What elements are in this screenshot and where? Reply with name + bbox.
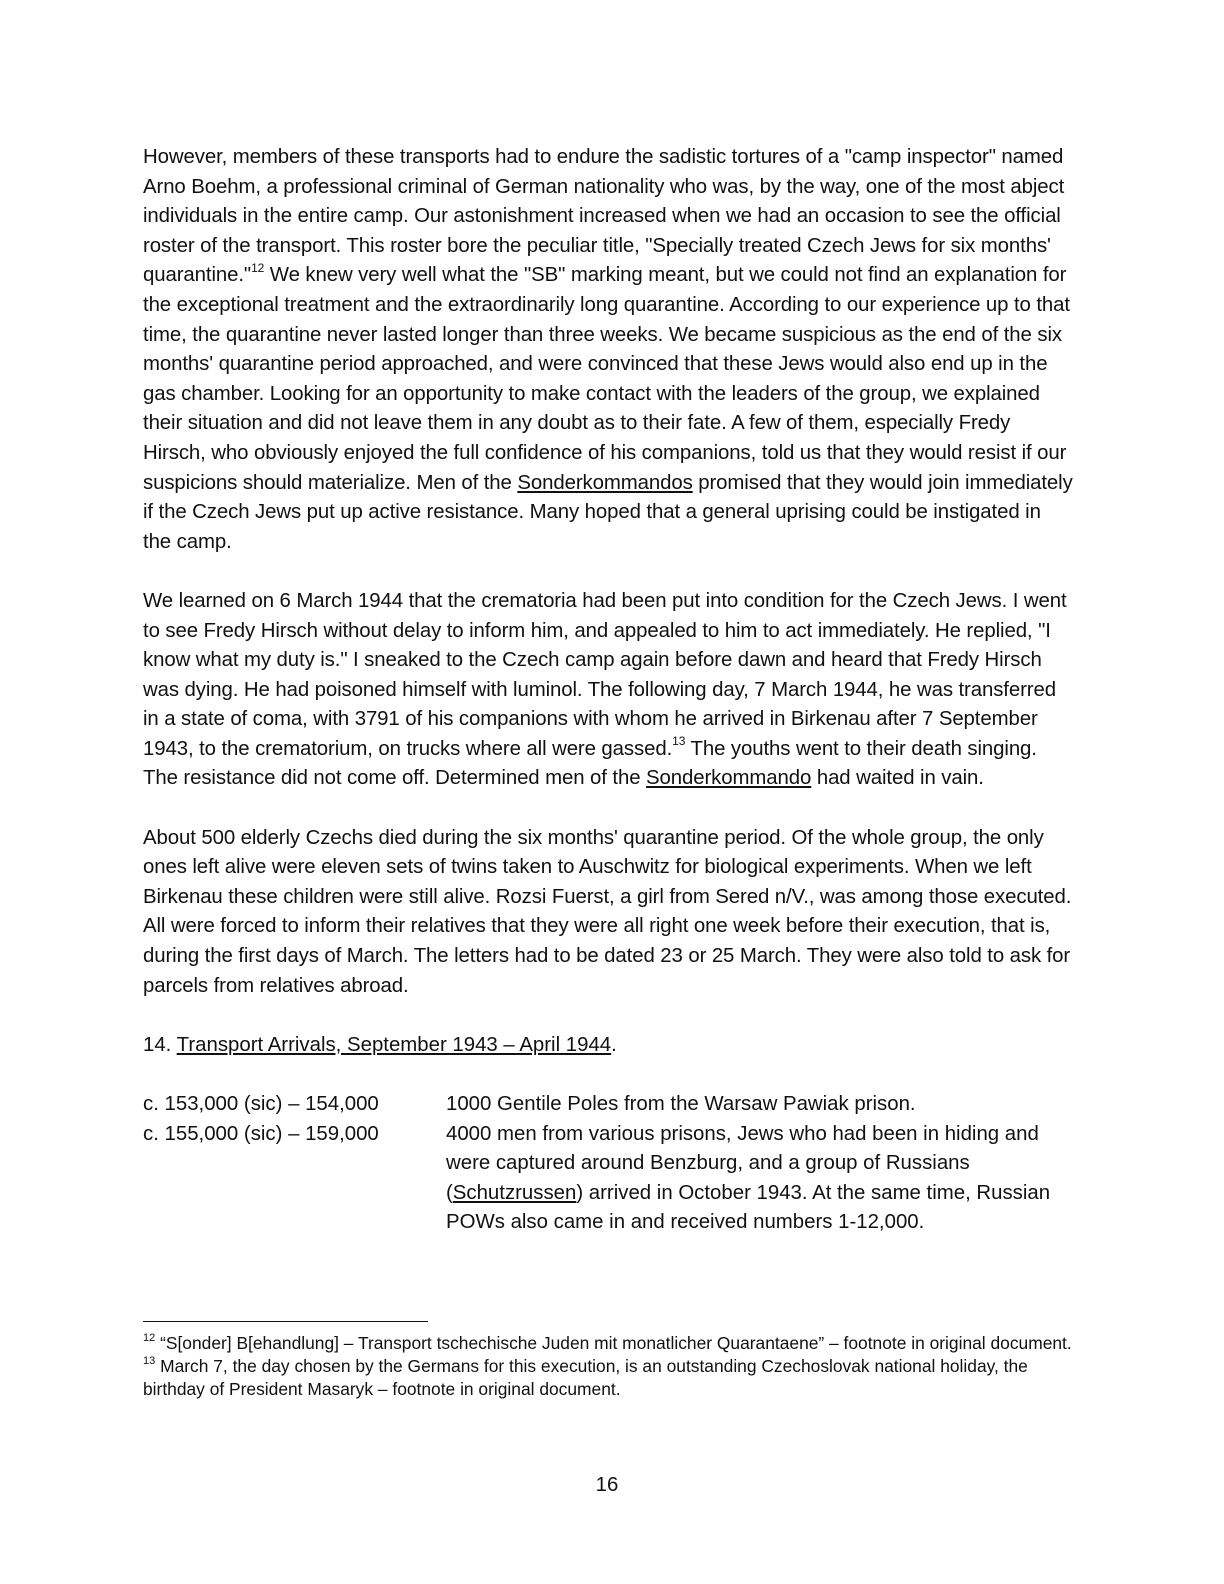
transport-arrivals-list [143,1090,1073,1238]
footnote-12 [143,1332,1073,1355]
footnote-text: “S[onder] B[ehandlung] – Transport tschechische Juden mit monatlicher Quarantaene” – footnote in original document. [155,1333,1072,1353]
footnote-text: March 7, the day chosen by the Germans for this execution, is an outstanding Czechoslovak national holiday, the birthday of President Masaryk – footnote in original document. [143,1356,1028,1399]
paragraph-camp-inspector [143,143,1073,557]
paragraph-text: had waited in vain. [811,767,984,790]
transport-description-text: 4000 men from various prisons, Jews who had been in hiding and were captured around Benzburg, and a group of Russians ( [446,1122,1039,1204]
footnote-separator [143,1321,428,1322]
transport-description [446,1120,1073,1238]
underlined-term-sonderkommando: Sonderkommando [646,767,812,790]
footnote-number: 12 [143,1332,156,1345]
footnote-13 [143,1355,1073,1401]
footnote-number: 13 [143,1355,156,1368]
section-title: Transport Arrivals, September 1943 – April 1944 [176,1033,612,1056]
section-heading-period: . [611,1033,617,1056]
section-heading [143,1031,1073,1061]
paragraph-text: The youths went to their death singing. The resistance did not come off. Determined men of the [143,737,1037,790]
transport-description-text: ) arrived in October 1943. At the same time, Russian POWs also came in and received numbers 1-12,000. [446,1181,1051,1234]
footnotes [143,1332,1073,1401]
transport-number-range: c. 153,000 (sic) – 154,000 [143,1093,379,1115]
underlined-term-sonderkommandos: Sonderkommandos [517,471,693,494]
footnote-ref-12[interactable]: 12 [251,260,265,275]
paragraph-elderly-czechs: About 500 elderly Czechs died during the six months' quarantine period. Of the whole group, the only ones left alive were eleven sets of twins taken to Auschwitz for biological experiments. When we left Birkenau these children were still alive. Rozsi Fuerst, a girl from Sered n/V., was among those executed. All were forced to inform their relatives that they were all right one week before their execution, that is, during the first days of March. The letters had to be dated 23 or 25 March. They were also told to ask for parcels from relatives abroad. [143,826,1072,997]
paragraph-6-march-1944 [143,587,1073,794]
document-page [143,143,1073,1238]
footnote-ref-13[interactable]: 13 [672,734,686,749]
page-number: 16 [595,1474,619,1496]
paragraph-text: We learned on 6 March 1944 that the crematoria had been put into condition for the Czech Jews. I went to see Fredy Hirsch without delay to inform him, and appealed to him to act immediately. He replied, "I know what my duty is." I sneaked to the Czech camp again before dawn and heard that Fredy Hirsch was dying. He had poisoned himself with luminol. The following day, 7 March 1944, he was transferred in a state of coma, with 3791 of his companions with whom he arrived in Birkenau after 7 September 1943, to the crematorium, on trucks where all were gassed. [143,589,1067,760]
transport-number-range: c. 155,000 (sic) – 159,000 [143,1122,379,1145]
section-number: 14. [143,1033,177,1056]
paragraph-text: However, members of these transports had to endure the sadistic tortures of a "camp inspector" named Arno Boehm, a professional criminal of German nationality who was, by the way, one of the most abject individuals in the entire camp. Our astonishment increased when we had an occasion to see the official roster of the transport. This roster bore the peculiar title, "Specially treated Czech Jews for six months' quarantine." [143,146,1065,287]
underlined-term-schutzrussen: Schutzrussen [452,1181,577,1204]
transport-description: 1000 Gentile Poles from the Warsaw Pawiak prison. [446,1093,916,1115]
paragraph-text: We knew very well what the "SB" marking meant, but we could not find an explanation for the exceptional treatment and the extraordinarily long quarantine. According to our experience up to that time, the quarantine never lasted longer than three weeks. We became suspicious as the end of the six months' quarantine period approached, and were convinced that these Jews would also end up in the gas chamber. Looking for an opportunity to make contact with the leaders of the group, we explained their situation and did not leave them in any doubt as to their fate. A few of them, especially Fredy Hirsch, who obviously enjoyed the full confidence of his companions, told us that they would resist if our suspicions should materialize. Men of the [143,264,1070,494]
paragraph-text: promised that they would join immediately if the Czech Jews put up active resistance. Many hoped that a general uprising could be instigated in the camp. [143,471,1073,553]
